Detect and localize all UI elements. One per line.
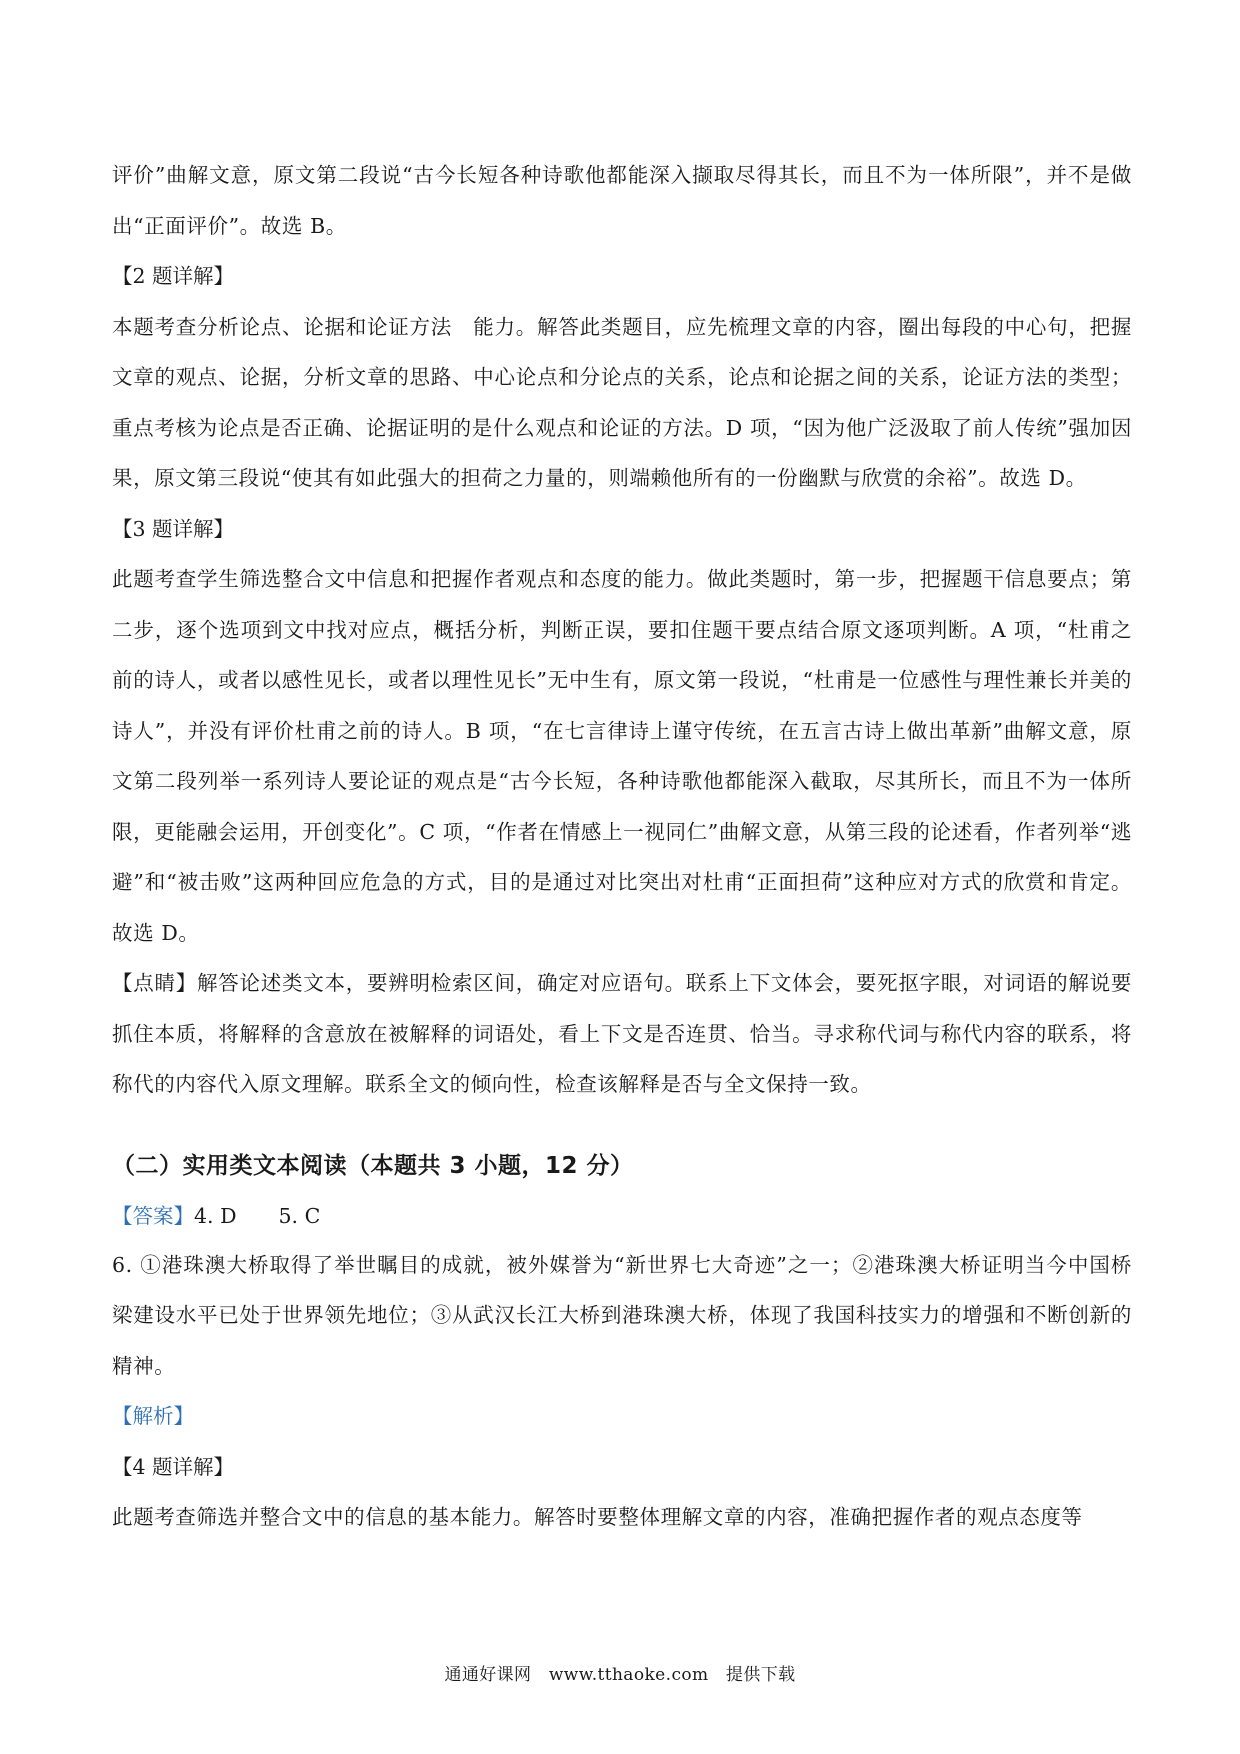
heading-q2-detail: 【2 题详解】 [112,264,235,288]
paragraph-q3-detail: 此题考查学生筛选整合文中信息和把握作者观点和态度的能力。做此类题时，第一步，把握题干信息要点；第二步，逐个选项到文中找对应点，概括分析，判断正误，要扣住题干要点结合原文逐项判断。A 项，“杜甫之前的诗人，或者以感性见长，或者以理性见长”无中生有，原文第一段说，“杜甫是一位感性与理性兼长并美的诗人”，并没有评价杜甫之前的诗人。B 项，“在七言律诗上谨守传统，在五言古诗上做出革新”曲解文意，原文第二段列举一系列诗人要论证的观点是“古今长短，各种诗歌他都能深入截取，尽其所长，而且不为一体所限，更能融会运用，开创变化”。C 项，“作者在情感上一视同仁”曲解文意，从第三段的论述看，作者列举“逃避”和“被击败”这两种回应危急的方式，目的是通过对比突出对杜甫“正面担荷”这种应对方式的欣赏和肯定。故选 D。 [112,567,1132,945]
heading-q4-detail: 【4 题详解】 [112,1454,235,1479]
answer-label: 【答案】 [112,1203,194,1228]
paragraph-q1-end: 评价”曲解文意，原文第二段说“古今长短各种诗歌他都能深入撷取尽得其长，而且不为一体所限”，并不是做出“正面评价”。故选 B。 [112,163,1132,238]
document-body [112,150,1132,1543]
paragraph-q2-detail: 本题考查分析论点、论据和论证方法 能力。解答此类题目，应先梳理文章的内容，圈出每段的中心句，把握文章的观点、论据，分析文章的思路、中心论点和分论点的关系，论点和论据之间的关系，论证方法的类型；重点考核为论点是否正确、论据证明的是什么观点和论证的方法。D 项，“因为他广泛汲取了前人传统”强加因果，原文第三段说“使其有如此强大的担荷之力量的，则端赖他所有的一份幽默与欣赏的余裕”。故选 D。 [112,314,1132,490]
page-footer: 通通好课网 www.tthaoke.com 提供下载 [444,1665,796,1685]
section-title: （二）实用类文本阅读（本题共 3 小题，12 分） [112,1152,634,1179]
paragraph-dianjing: 【点睛】解答论述类文本，要辨明检索区间，确定对应语句。联系上下文体会，要死抠字眼，对词语的解说要抓住本质，将解释的含意放在被解释的词语处，看上下文是否连贯、恰当。寻求称代词与称代内容的联系，将称代的内容代入原文理解。联系全文的倾向性，检查该解释是否与全文保持一致。 [112,971,1132,1096]
heading-q3-detail: 【3 题详解】 [112,516,235,541]
paragraph-q4-detail: 此题考查筛选并整合文中的信息的基本能力。解答时要整体理解文章的内容，准确把握作者的观点态度等 [112,1505,1083,1529]
answer-5: 5. C [278,1203,321,1228]
answer-row [112,1192,1132,1240]
analysis-label: 【解析】 [112,1404,194,1428]
answer-6: 6. ①港珠澳大桥取得了举世瞩目的成就，被外媒誉为“新世界七大奇迹”之一；②港珠澳大桥证明当今中国桥梁建设水平已处于世界领先地位；③从武汉长江大桥到港珠澳大桥，体现了我国科技实力的增强和不断创新的精神。 [112,1252,1132,1378]
answer-4: 4. D [194,1203,237,1228]
